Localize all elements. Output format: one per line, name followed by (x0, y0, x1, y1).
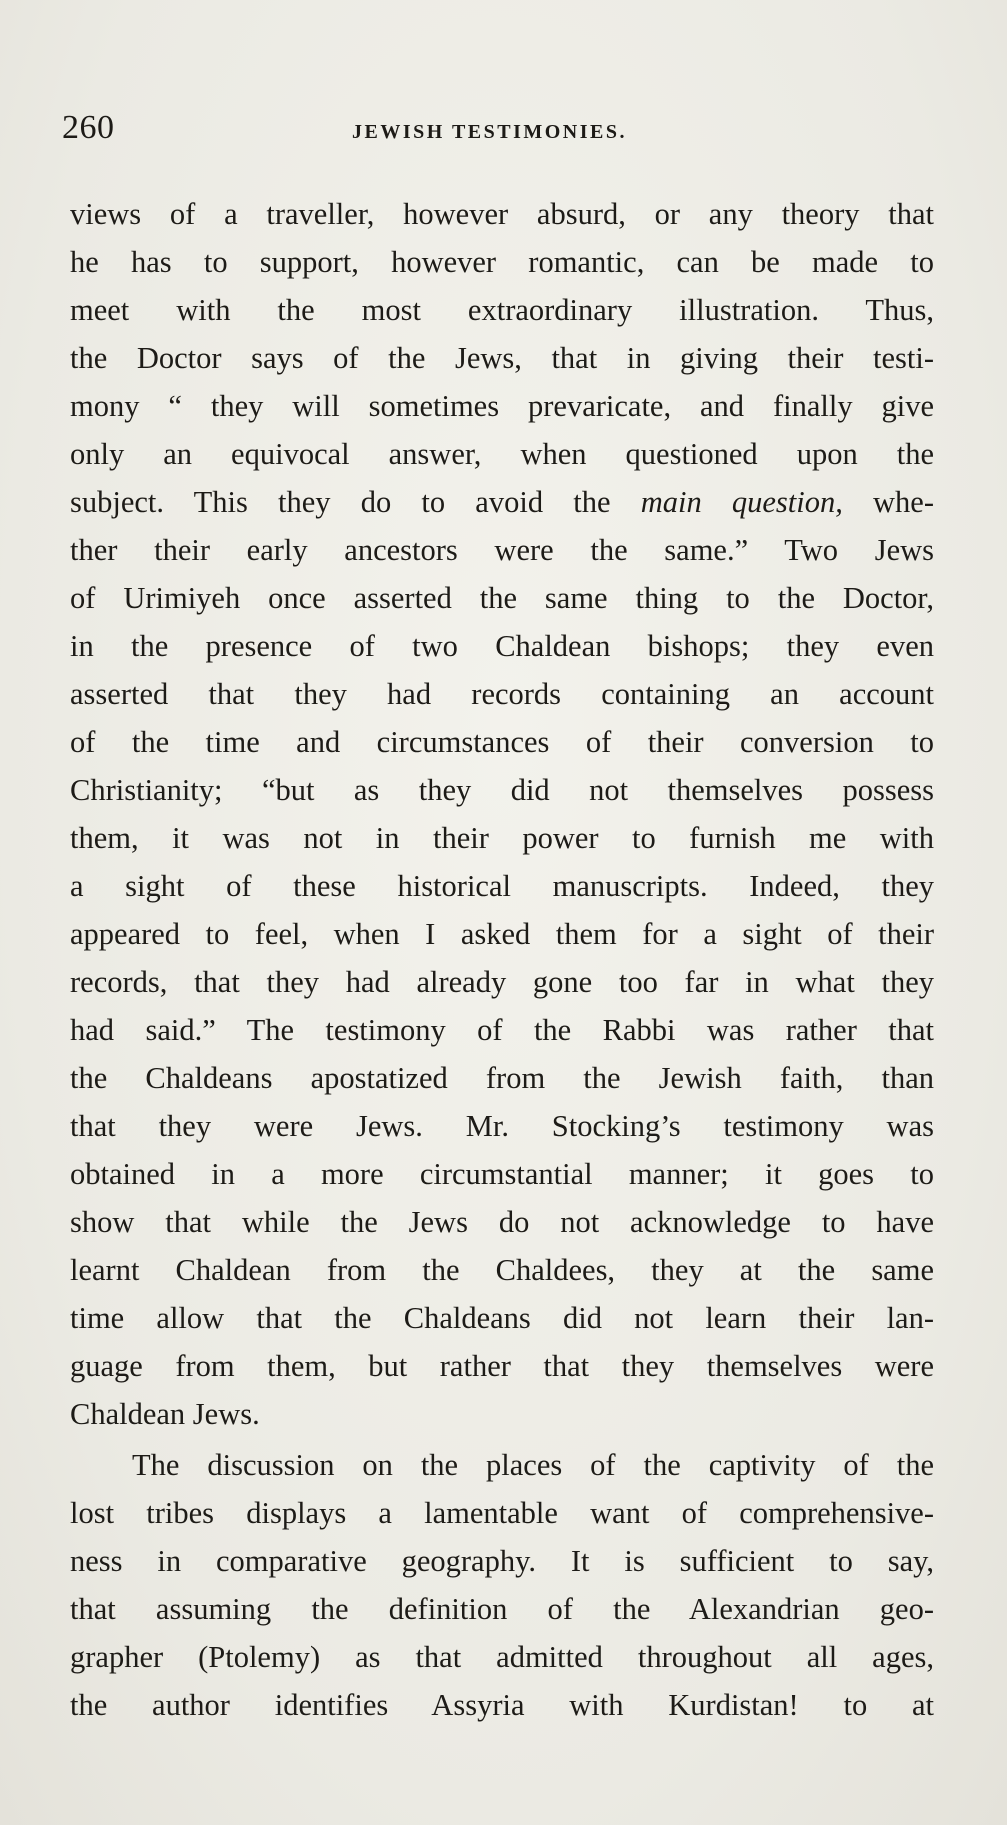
text-segment: whe- (873, 485, 934, 519)
text-line: the Doctor says of the Jews, that in giving their testi- (70, 341, 934, 375)
text-line: Christianity; “but as they did not themselves possess (70, 773, 934, 807)
text-line: show that while the Jews do not acknowledge to have (70, 1205, 934, 1239)
body-text (70, 190, 934, 1729)
text-line: he has to support, however romantic, can be made to (70, 245, 934, 279)
text-line: grapher (Ptolemy) as that admitted throughout all ages, (70, 1640, 934, 1674)
text-line: the Chaldeans apostatized from the Jewish faith, than (70, 1061, 934, 1095)
text-line: the author identifies Assyria with Kurdistan! to at (70, 1688, 934, 1722)
text-line: that they were Jews. Mr. Stocking’s testimony was (70, 1109, 934, 1143)
text-line: meet with the most extraordinary illustration. Thus, (70, 293, 934, 327)
text-line: lost tribes displays a lamentable want of comprehensive- (70, 1496, 934, 1530)
text-line: of Urimiyeh once asserted the same thing to the Doctor, (70, 581, 934, 615)
text-line: ness in comparative geography. It is sufficient to say, (70, 1544, 934, 1578)
text-line: that assuming the definition of the Alexandrian geo- (70, 1592, 934, 1626)
text-line: of the time and circumstances of their conversion to (70, 725, 934, 759)
text-line: only an equivocal answer, when questioned upon the (70, 437, 934, 471)
italic-phrase: main question, (640, 485, 843, 519)
text-line: views of a traveller, however absurd, or any theory that (70, 197, 934, 231)
text-line: Chaldean Jews. (70, 1397, 260, 1431)
text-line: in the presence of two Chaldean bishops; they even (70, 629, 934, 663)
text-line (70, 478, 934, 526)
text-line: appeared to feel, when I asked them for a sight of their (70, 917, 934, 951)
page-number: 260 (62, 109, 115, 146)
text-line: obtained in a more circumstantial manner; it goes to (70, 1157, 934, 1191)
page-header (62, 108, 942, 152)
text-line: The discussion on the places of the captivity of the (132, 1448, 934, 1482)
running-head: JEWISH TESTIMONIES. (352, 121, 627, 143)
text-line: them, it was not in their power to furnish me with (70, 821, 934, 855)
text-segment: subject. This they do to avoid the (70, 485, 611, 519)
text-line: time allow that the Chaldeans did not learn their lan- (70, 1301, 934, 1335)
text-line: guage from them, but rather that they themselves were (70, 1349, 934, 1383)
text-line: learnt Chaldean from the Chaldees, they at the same (70, 1253, 934, 1287)
text-line: ther their early ancestors were the same.” Two Jews (70, 533, 934, 567)
text-line: records, that they had already gone too far in what they (70, 965, 934, 999)
text-line: mony “ they will sometimes prevaricate, and finally give (70, 389, 934, 423)
text-line: had said.” The testimony of the Rabbi was rather that (70, 1013, 934, 1047)
text-line: asserted that they had records containing an account (70, 677, 934, 711)
text-line: a sight of these historical manuscripts. Indeed, they (70, 869, 934, 903)
